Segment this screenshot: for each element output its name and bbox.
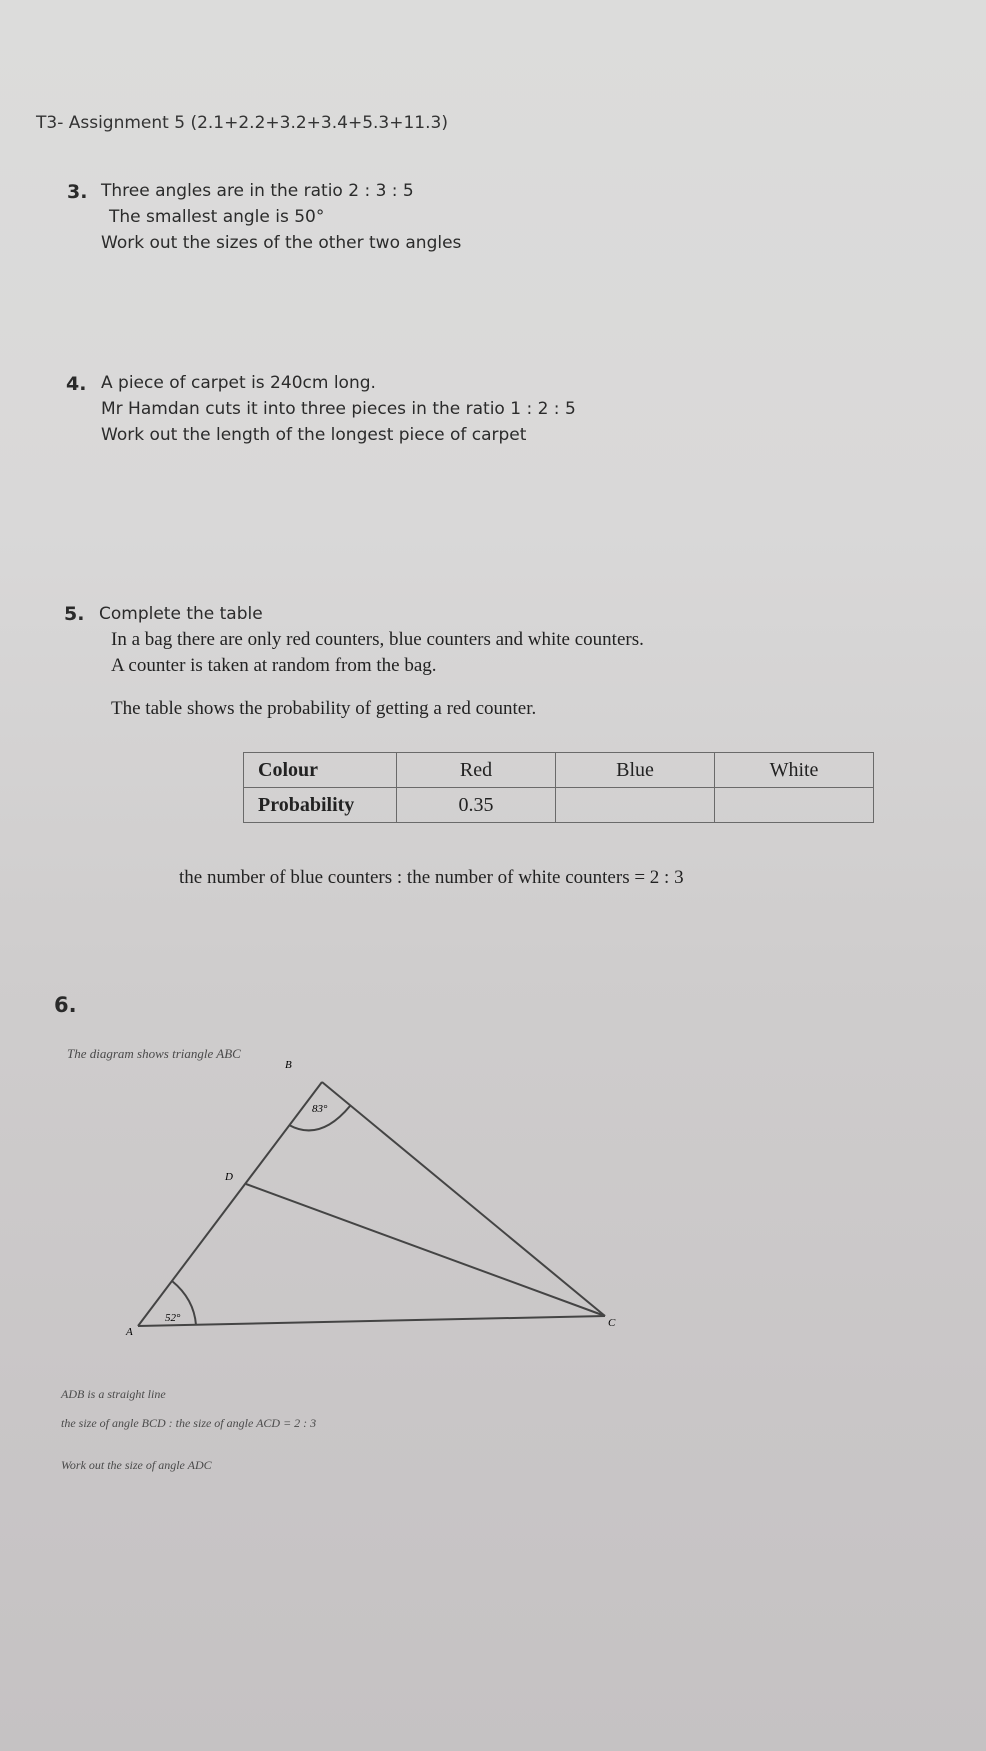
q5-ratio-text: the number of blue counters : the number of white counters = 2 : 3	[179, 867, 684, 888]
label-angle-a: 52°	[165, 1312, 181, 1324]
side-bc	[322, 1082, 605, 1316]
label-c: C	[608, 1317, 616, 1329]
line-dc	[246, 1184, 605, 1316]
table-header-colour: Colour	[244, 753, 397, 788]
table-cell-red: Red	[397, 753, 556, 788]
q3-line-3: Work out the sizes of the other two angles	[101, 233, 462, 253]
table-header-probability: Probability	[244, 788, 397, 823]
table-cell-blue: Blue	[556, 753, 715, 788]
q6-line-3: Work out the size of angle ADC	[61, 1458, 212, 1472]
table-cell-white: White	[715, 753, 874, 788]
q3-number: 3.	[67, 181, 88, 203]
assignment-header: T3- Assignment 5 (2.1+2.2+3.2+3.4+5.3+11.3)	[36, 113, 448, 133]
label-angle-b: 83°	[312, 1103, 328, 1115]
q4-line-1: A piece of carpet is 240cm long.	[101, 373, 376, 393]
q5-line-2: A counter is taken at random from the bag.	[111, 655, 437, 676]
q5-title: Complete the table	[99, 604, 263, 624]
q6-intro: The diagram shows triangle ABC	[67, 1046, 241, 1061]
label-d: D	[225, 1171, 233, 1183]
table-cell-red-probability: 0.35	[397, 788, 556, 823]
q4-line-2: Mr Hamdan cuts it into three pieces in the ratio 1 : 2 : 5	[101, 399, 576, 419]
q5-line-1: In a bag there are only red counters, blue counters and white counters.	[111, 629, 644, 650]
q6-line-1: ADB is a straight line	[61, 1387, 166, 1401]
q3-line-1: Three angles are in the ratio 2 : 3 : 5	[101, 181, 414, 201]
q4-line-3: Work out the length of the longest piece of carpet	[101, 425, 527, 445]
q5-line-3: The table shows the probability of getting a red counter.	[111, 698, 537, 719]
q3-line-2: The smallest angle is 50°	[109, 207, 325, 227]
label-a: A	[126, 1326, 133, 1338]
q6-line-2: the size of angle BCD : the size of angle ACD = 2 : 3	[61, 1416, 317, 1430]
label-b: B	[285, 1059, 292, 1071]
q5-number: 5.	[64, 603, 85, 625]
side-ac	[138, 1316, 605, 1326]
q4-number: 4.	[66, 373, 87, 395]
side-ab	[138, 1082, 322, 1326]
q6-number: 6.	[54, 993, 77, 1017]
